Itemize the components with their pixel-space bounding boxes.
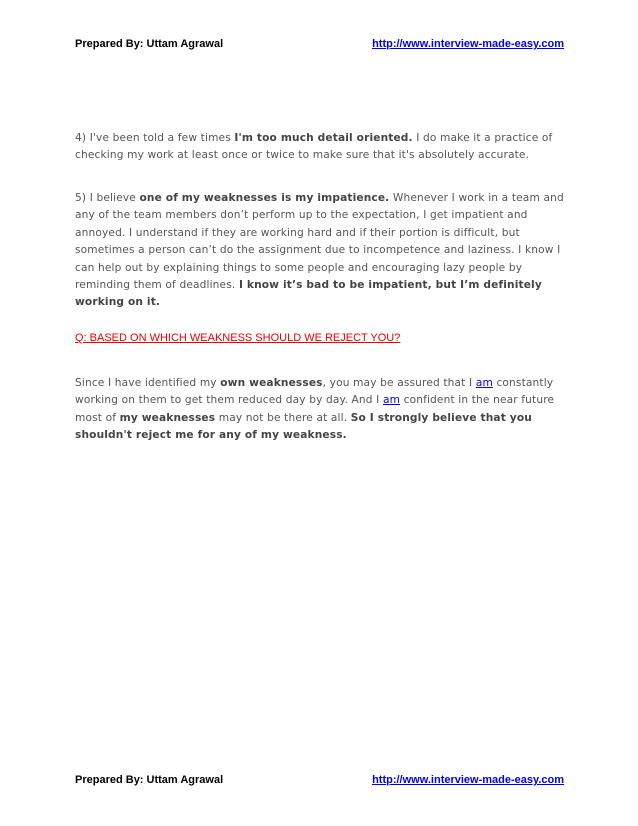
answer-t4: confident in the near future most of (75, 394, 555, 424)
answer-b2: my weaknesses (119, 411, 216, 424)
footer-author: Prepared By: Uttam Agrawal (75, 774, 224, 786)
item4-rest: I do make it a practice of checking my work at least once or twice to make sure that it's absolutely accurate. (75, 132, 553, 162)
item4-intro: 4) I've been told a few times (75, 132, 235, 144)
page-header (75, 38, 564, 54)
answer-b1: own weaknesses (220, 377, 323, 389)
item5-mid: Whenever I work in a team and any of the team members don’t perform up to the expectation, I get impatient and annoyed. I understand if they are working hard and if their portion is difficult, but sometimes a person can’t do the assignment due to incompetence and laziness. I know I can help out by explaining things to some people and encouraging lazy people by reminding them of deadlines. (75, 192, 564, 292)
item4-bold: I'm too much detail oriented. (234, 132, 413, 144)
answer-item-5 (75, 190, 565, 312)
question-answer (75, 375, 565, 445)
am-link-2[interactable]: am (382, 394, 401, 407)
answer-t1: Since I have identified my (75, 377, 221, 389)
item5-bold1: one of my weaknesses is my impatience. (139, 192, 390, 204)
answer-t3: constantly working on them to get them reduced day by day. And I (75, 377, 554, 407)
header-author: Prepared By: Uttam Agrawal (75, 38, 224, 50)
question-heading: Q: BASED ON WHICH WEAKNESS SHOULD WE REJECT YOU? (75, 332, 401, 344)
page-footer (75, 774, 564, 790)
answer-t5: may not be there at all. (215, 411, 351, 424)
item5-bold2: I know it’s bad to be impatient, but I’m definitely working on it. (75, 279, 542, 309)
footer-url-link[interactable]: http://www.interview-made-easy.com (372, 774, 564, 786)
am-link-1[interactable]: am (475, 377, 493, 389)
header-url-link[interactable]: http://www.interview-made-easy.com (372, 38, 564, 50)
answer-t2: , you may be assured that I (322, 377, 476, 389)
answer-item-4 (75, 130, 565, 165)
item5-intro: 5) I believe (75, 192, 140, 204)
answer-b3: So I strongly believe that you shouldn't reject me for any of my weakness. (75, 411, 532, 442)
